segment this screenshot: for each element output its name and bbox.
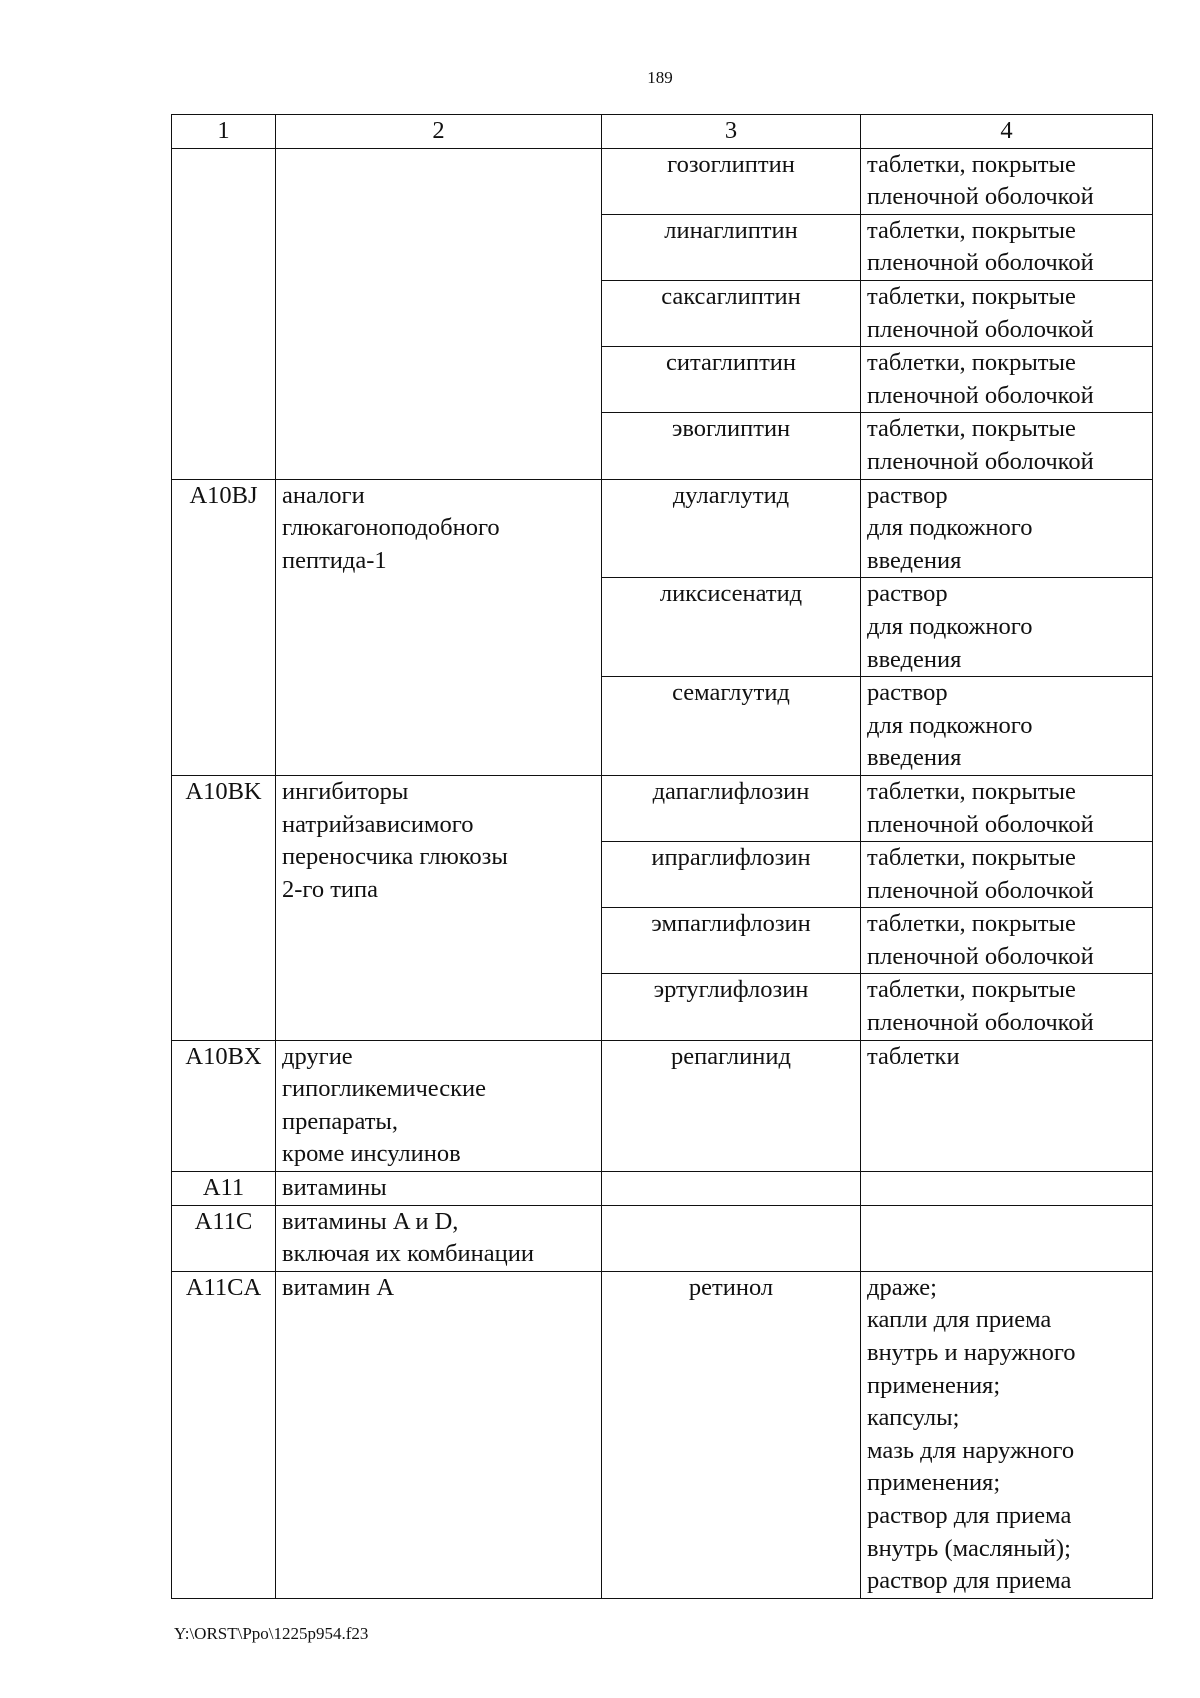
dosage-form-line: применения; (867, 1371, 1001, 1399)
dosage-form-line: применения; (867, 1469, 1001, 1497)
group-name-line: препараты, (282, 1107, 399, 1135)
group-name-line: натрийзависимого (282, 810, 474, 838)
dosage-form-line: таблетки, покрытые (867, 844, 1076, 872)
drug-name-cell: ликсисенатид (602, 578, 861, 677)
group-name-line: аналоги (282, 481, 365, 509)
dosage-form-line: раствор для приема (867, 1501, 1072, 1529)
dosage-form-line: таблетки, покрытые (867, 910, 1076, 938)
drug-name-cell: гозоглиптин (602, 148, 861, 214)
drug-name-cell: эртуглифлозин (602, 974, 861, 1040)
dosage-form-cell (861, 347, 1153, 413)
group-name-cell (276, 1172, 602, 1206)
dosage-form-cell (861, 908, 1153, 974)
dosage-form-cell (861, 775, 1153, 841)
atc-code-cell: A10BX (172, 1040, 276, 1171)
dosage-form-line: таблетки, покрытые (867, 349, 1076, 377)
dosage-form-line: внутрь и наружного (867, 1339, 1076, 1367)
drug-name-cell: дапаглифлозин (602, 775, 861, 841)
drug-table (171, 114, 1153, 1599)
group-name-line: 2-го типа (282, 875, 379, 903)
dosage-form-line: для подкожного (867, 612, 1033, 640)
group-name-cell (276, 1040, 602, 1171)
dosage-form-cell (861, 1172, 1153, 1206)
table-row (172, 479, 1153, 578)
atc-code-cell: A11 (172, 1172, 276, 1206)
dosage-form-cell (861, 578, 1153, 677)
atc-code-cell: A10BK (172, 775, 276, 1040)
drug-name-cell (602, 1205, 861, 1271)
group-name-cell (276, 148, 602, 479)
dosage-form-line: раствор (867, 679, 948, 707)
dosage-form-line: введения (867, 744, 962, 772)
dosage-form-cell (861, 1040, 1153, 1171)
dosage-form-line: мазь для наружного (867, 1436, 1075, 1464)
dosage-form-line: капли для приема (867, 1306, 1052, 1334)
dosage-form-cell (861, 479, 1153, 578)
dosage-form-line: раствор (867, 481, 948, 509)
dosage-form-line: драже; (867, 1273, 937, 1301)
dosage-form-line: пленочной оболочкой (867, 249, 1094, 277)
atc-code-cell: A10BJ (172, 479, 276, 775)
dosage-form-line: внутрь (масляный); (867, 1534, 1071, 1562)
dosage-form-line: таблетки, покрытые (867, 282, 1076, 310)
group-name-line: глюкагоноподобного (282, 514, 500, 542)
group-name-cell (276, 1205, 602, 1271)
group-name-line: включая их комбинации (282, 1240, 534, 1268)
column-header: 4 (861, 115, 1153, 149)
group-name-line: витамин A (282, 1273, 395, 1301)
dosage-form-cell (861, 214, 1153, 280)
group-name-line: переносчика глюкозы (282, 843, 508, 871)
group-name-line: другие (282, 1042, 353, 1070)
dosage-form-line: пленочной оболочкой (867, 381, 1094, 409)
dosage-form-line: пленочной оболочкой (867, 183, 1094, 211)
dosage-form-line: введения (867, 546, 962, 574)
drug-name-cell: репаглинид (602, 1040, 861, 1171)
drug-name-cell: дулаглутид (602, 479, 861, 578)
group-name-line: витамины A и D, (282, 1207, 459, 1235)
drug-name-cell: семаглутид (602, 677, 861, 776)
column-header: 2 (276, 115, 602, 149)
group-name-cell (276, 1271, 602, 1598)
dosage-form-line: таблетки, покрытые (867, 976, 1076, 1004)
dosage-form-line: таблетки, покрытые (867, 216, 1076, 244)
table-row (172, 1205, 1153, 1271)
table-row (172, 1271, 1153, 1598)
dosage-form-line: таблетки, покрытые (867, 777, 1076, 805)
drug-name-cell: линаглиптин (602, 214, 861, 280)
file-path-footer: Y:\ORST\Ppo\1225p954.f23 (174, 1624, 369, 1643)
dosage-form-cell (861, 413, 1153, 479)
dosage-form-line: пленочной оболочкой (867, 447, 1094, 475)
drug-name-cell (602, 1172, 861, 1206)
group-name-line: пептида-1 (282, 546, 387, 574)
column-header: 1 (172, 115, 276, 149)
dosage-form-line: таблетки, покрытые (867, 150, 1076, 178)
dosage-form-cell (861, 148, 1153, 214)
table-header-row (172, 115, 1153, 149)
table-row (172, 1040, 1153, 1171)
drug-name-cell: эмпаглифлозин (602, 908, 861, 974)
group-name-cell (276, 775, 602, 1040)
drug-name-cell: ретинол (602, 1271, 861, 1598)
dosage-form-line: пленочной оболочкой (867, 315, 1094, 343)
dosage-form-line: пленочной оболочкой (867, 810, 1094, 838)
group-name-cell (276, 479, 602, 775)
dosage-form-line: раствор для приема (867, 1567, 1072, 1595)
atc-code-cell: A11C (172, 1205, 276, 1271)
drug-name-cell: ситаглиптин (602, 347, 861, 413)
dosage-form-line: капсулы; (867, 1404, 960, 1432)
dosage-form-line: пленочной оболочкой (867, 876, 1094, 904)
atc-code-cell (172, 148, 276, 479)
group-name-line: кроме инсулинов (282, 1140, 461, 1168)
drug-name-cell: ипраглифлозин (602, 842, 861, 908)
dosage-form-line: таблетки, покрытые (867, 415, 1076, 443)
group-name-line: ингибиторы (282, 777, 409, 805)
group-name-line: гипогликемические (282, 1075, 487, 1103)
dosage-form-line: введения (867, 645, 962, 673)
column-header: 3 (602, 115, 861, 149)
table-row (172, 1172, 1153, 1206)
dosage-form-cell (861, 974, 1153, 1040)
group-name-line: витамины (282, 1174, 387, 1202)
dosage-form-line: для подкожного (867, 514, 1033, 542)
dosage-form-line: раствор (867, 580, 948, 608)
dosage-form-cell (861, 1205, 1153, 1271)
dosage-form-cell (861, 280, 1153, 346)
dosage-form-cell (861, 842, 1153, 908)
dosage-form-line: таблетки (867, 1042, 960, 1070)
page-number: 189 (647, 68, 673, 87)
drug-name-cell: эвоглиптин (602, 413, 861, 479)
dosage-form-line: пленочной оболочкой (867, 942, 1094, 970)
dosage-form-cell (861, 1271, 1153, 1598)
table-body (172, 148, 1153, 1598)
table-row (172, 148, 1153, 214)
dosage-form-line: пленочной оболочкой (867, 1009, 1094, 1037)
atc-code-cell: A11CA (172, 1271, 276, 1598)
dosage-form-cell (861, 677, 1153, 776)
dosage-form-line: для подкожного (867, 711, 1033, 739)
table-row (172, 775, 1153, 841)
drug-name-cell: саксаглиптин (602, 280, 861, 346)
